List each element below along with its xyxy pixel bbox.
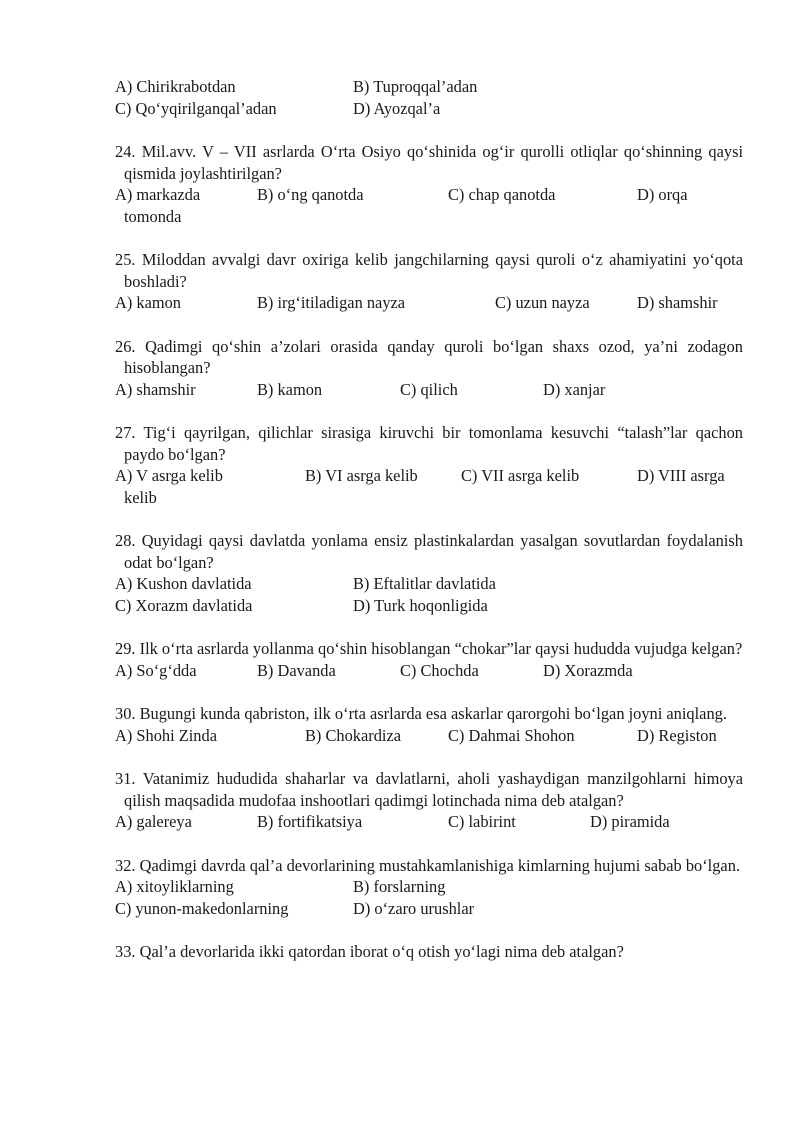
question-text: Bugungi kunda qabriston, ilk o‘rta asrlarda esa askarlar qarorgohi bo‘lgan joyni aniqlang. bbox=[139, 704, 727, 723]
question-27 bbox=[115, 422, 743, 508]
question-number: 33. bbox=[115, 942, 136, 961]
option-row bbox=[115, 292, 743, 314]
option-d: D) orqa bbox=[637, 185, 688, 204]
question-text: Qadimgi davrda qal’a devorlarining mustahkamlanishiga kimlarning hujumi sabab bo‘lgan. bbox=[139, 855, 740, 875]
question-32 bbox=[115, 855, 743, 920]
option-b: B) VI asrga kelib bbox=[305, 466, 418, 485]
question-stem bbox=[115, 941, 743, 963]
option-b: B) fortifikatsiya bbox=[257, 812, 363, 831]
question-number: 29. bbox=[115, 639, 136, 658]
option-d: D) piramida bbox=[590, 812, 670, 831]
question-number: 27. bbox=[115, 423, 136, 442]
option-row bbox=[115, 876, 743, 898]
question-24 bbox=[115, 141, 743, 227]
option-b: B) Chokardiza bbox=[305, 725, 402, 745]
question-29 bbox=[115, 638, 743, 681]
option-row bbox=[115, 595, 743, 617]
question-text: Miloddan avvalgi davr oxiriga kelib jangchilarning qaysi quroli o‘z ahamiyatini yo‘qota boshladi? bbox=[124, 250, 743, 291]
option-d: D) Xorazmda bbox=[543, 660, 633, 680]
option-a: A) markazda bbox=[115, 185, 201, 204]
question-stem bbox=[115, 638, 743, 660]
option-b: B) Tuproqqal’adan bbox=[353, 77, 478, 96]
question-text: Ilk o‘rta asrlarda yollanma qo‘shin hisoblangan “chokar”lar qaysi hududda vujudga kelgan? bbox=[139, 639, 743, 658]
option-a: A) So‘g‘dda bbox=[115, 660, 197, 680]
question-31 bbox=[115, 768, 743, 833]
question-number: 30. bbox=[115, 704, 136, 723]
option-c: C) Dahmai Shohon bbox=[448, 725, 575, 745]
option-c: C) labirint bbox=[448, 812, 516, 831]
option-d: D) Registon bbox=[637, 725, 717, 745]
question-stem bbox=[115, 768, 743, 811]
question-26 bbox=[115, 336, 743, 401]
question-stem bbox=[115, 530, 743, 573]
option-b: B) kamon bbox=[257, 379, 323, 399]
option-d: D) xanjar bbox=[543, 379, 606, 399]
option-row bbox=[115, 725, 743, 747]
option-row bbox=[115, 573, 743, 595]
option-a: A) kamon bbox=[115, 293, 182, 312]
option-row bbox=[115, 98, 743, 120]
question-28 bbox=[115, 530, 743, 616]
question-30 bbox=[115, 703, 743, 746]
option-d-continuation: tomonda bbox=[124, 206, 182, 226]
option-c: C) VII asrga kelib bbox=[461, 466, 580, 485]
question-text: Tig‘i qayrilgan, qilichlar sirasiga kiruvchi bir tomonlama kesuvchi “talash”lar qachon paydo bo‘lgan? bbox=[124, 423, 743, 464]
option-c: C) uzun nayza bbox=[495, 293, 590, 312]
option-a: A) galereya bbox=[115, 812, 192, 831]
option-a: A) shamshir bbox=[115, 379, 196, 399]
option-row bbox=[115, 898, 743, 920]
question-number: 31. bbox=[115, 769, 136, 788]
option-c: C) Qo‘yqirilganqal’adan bbox=[115, 98, 277, 118]
option-b: B) Davanda bbox=[257, 660, 336, 680]
option-c: C) yunon-makedonlarning bbox=[115, 898, 289, 918]
option-row bbox=[115, 660, 743, 682]
question-25 bbox=[115, 249, 743, 314]
option-row bbox=[115, 465, 743, 487]
option-d: D) Ayozqal’a bbox=[353, 98, 441, 118]
option-a: A) Kushon davlatida bbox=[115, 574, 252, 593]
option-c: C) qilich bbox=[400, 379, 458, 399]
question-stem bbox=[115, 855, 743, 877]
option-row bbox=[115, 379, 743, 401]
option-row bbox=[115, 811, 743, 833]
question-list bbox=[115, 76, 743, 963]
option-c: C) Chochda bbox=[400, 660, 479, 680]
question-stem bbox=[115, 249, 743, 292]
option-a: A) Chirikrabotdan bbox=[115, 77, 236, 96]
question-text: Mil.avv. V – VII asrlarda O‘rta Osiyo qo‘shinida og‘ir qurolli otliqlar qo‘shinning qaysi qismida joylashtirilgan? bbox=[124, 142, 743, 183]
option-b: B) irg‘itiladigan nayza bbox=[257, 293, 406, 312]
option-row bbox=[115, 184, 743, 206]
option-c: C) chap qanotda bbox=[448, 185, 556, 204]
question-text: Quyidagi qaysi davlatda yonlama ensiz plastinkalardan yasalgan sovutlardan foydalanish odat bo‘lgan? bbox=[124, 531, 743, 572]
option-d: D) VIII asrga bbox=[637, 466, 725, 485]
question-stem bbox=[115, 703, 743, 725]
question-number: 28. bbox=[115, 531, 136, 550]
question-number: 32. bbox=[115, 855, 136, 875]
option-b: B) forslarning bbox=[353, 877, 446, 896]
option-a: A) Shohi Zinda bbox=[115, 725, 217, 745]
question-stem bbox=[115, 422, 743, 465]
option-b: B) Eftalitlar davlatida bbox=[353, 574, 496, 593]
question-text: Vatanimiz hududida shaharlar va davlatlarni, aholi yashaydigan manzilgohlarni himoya qilish maqsadida mudofaa inshootlari qadimgi lotinchada nima deb atalgan? bbox=[124, 769, 743, 810]
option-d: D) Turk hoqonligida bbox=[353, 595, 488, 615]
question-stem bbox=[115, 336, 743, 379]
question-stem bbox=[115, 141, 743, 184]
question-33 bbox=[115, 941, 743, 963]
option-b: B) o‘ng qanotda bbox=[257, 185, 364, 204]
option-d: D) shamshir bbox=[637, 293, 718, 312]
option-d: D) o‘zaro urushlar bbox=[353, 898, 475, 918]
option-a: A) xitoyliklarning bbox=[115, 877, 234, 896]
question-number: 26. bbox=[115, 336, 136, 356]
option-row bbox=[115, 76, 743, 98]
question-number: 25. bbox=[115, 250, 136, 269]
option-a: A) V asrga kelib bbox=[115, 466, 223, 485]
question-text: Qal’a devorlarida ikki qatordan iborat o‘q otish yo‘lagi nima deb atalgan? bbox=[139, 942, 624, 961]
option-d-continuation: kelib bbox=[124, 487, 157, 507]
question-23-options bbox=[115, 76, 743, 119]
question-text: Qadimgi qo‘shin a’zolari orasida qanday quroli bo‘lgan shaxs ozod, ya’ni zodagon hisoblangan? bbox=[124, 336, 743, 377]
option-c: C) Xorazm davlatida bbox=[115, 595, 253, 615]
question-number: 24. bbox=[115, 142, 136, 161]
